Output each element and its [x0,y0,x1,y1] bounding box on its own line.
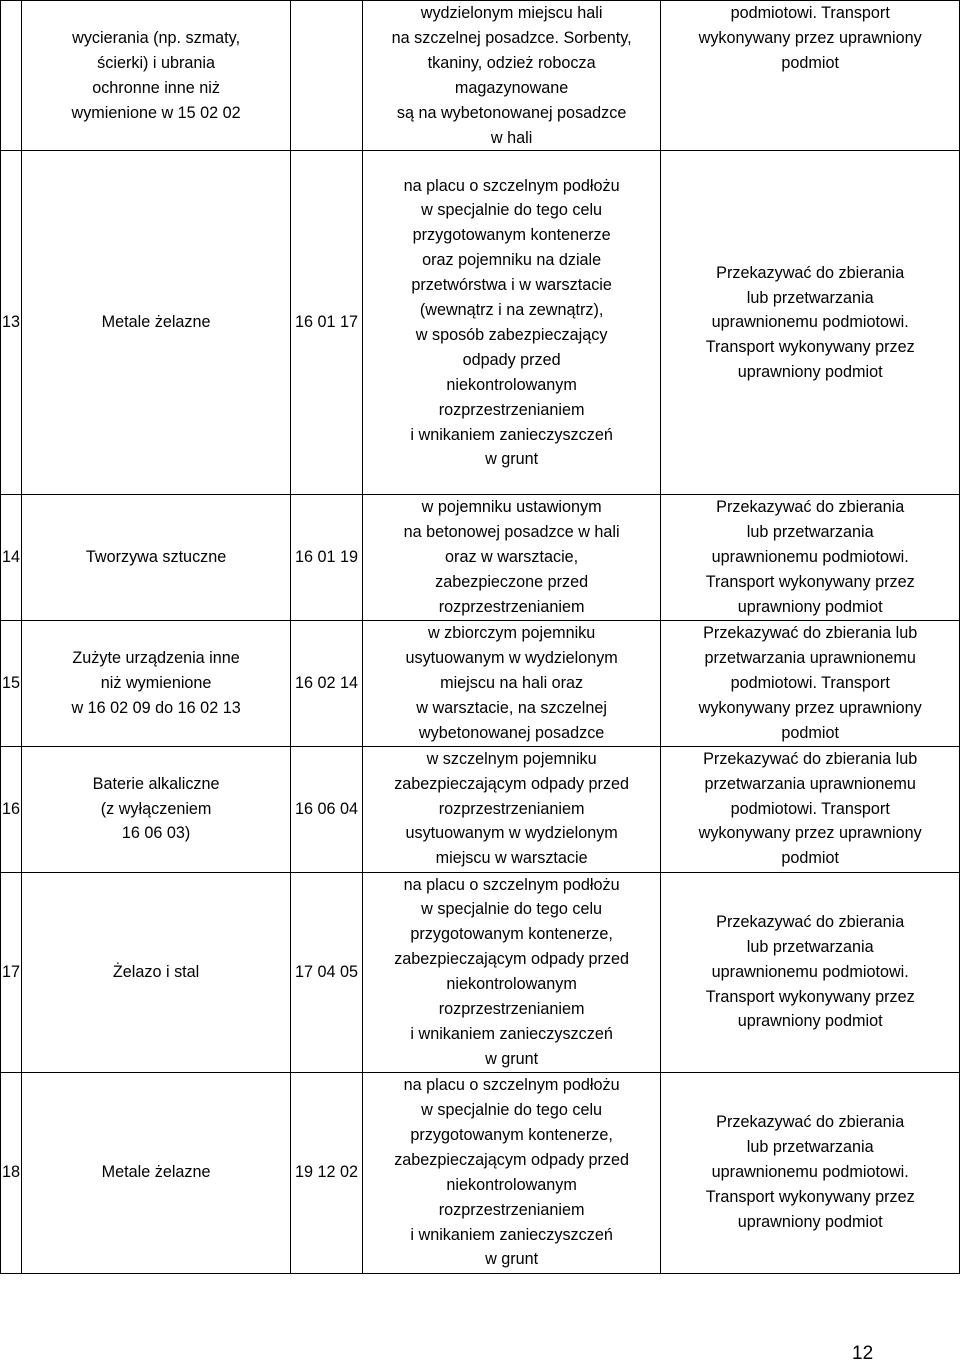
waste-code: 16 01 17 [291,151,363,495]
text-line: magazynowane [454,78,569,97]
text-line: w warsztacie, na szczelnej [416,698,607,717]
text-line: Tworzywa sztuczne [85,548,227,567]
text-line: rozprzestrzenianiem [438,598,585,617]
text-line: rozprzestrzenianiem [438,400,585,419]
text-line: zabezpieczającym odpady przed [394,1150,630,1169]
text-line: odpady przed [462,350,561,369]
waste-name [22,746,291,872]
handling-method [661,872,960,1072]
text-line: zabezpieczającym odpady przed [394,774,630,793]
text-line: i wnikaniem zanieczyszczeń [410,1024,613,1043]
text-line: przygotowanym kontenerze, [410,1125,613,1144]
text-line: podmiotowi. Transport [730,673,890,692]
text-line: zabezpieczającym odpady przed [394,950,630,969]
text-line: przetwarzania uprawnionemu [704,648,916,667]
text-line: wybetonowanej posadzce [418,723,605,742]
text-line: Transport wykonywany przez [705,987,915,1006]
text-line: podmiot [781,849,839,868]
text-line: w zbiorczym pojemniku [427,623,596,642]
row-number: 13 [1,151,22,495]
text-line: przygotowanym kontenerze, [410,925,613,944]
text-line: Metale żelazne [101,1163,211,1182]
text-line: Żelazo i stal [112,962,200,981]
table-row [1,151,960,495]
text-line: lub przetwarzania [746,523,874,542]
text-line: ochronne inne niż [92,78,220,97]
text-line: tkaniny, odzież robocza [427,53,596,72]
row-number: 15 [1,620,22,746]
handling-method [661,746,960,872]
storage-method [362,151,661,495]
text-line: niekontrolowanym [446,375,577,394]
table-row [1,495,960,621]
text-line: w hali [490,128,533,147]
waste-code [291,1,363,151]
text-line: uprawniony podmiot [737,1213,883,1232]
text-line: uprawnionemu podmiotowi. [711,1163,909,1182]
text-line: podmiotowi. Transport [730,4,890,22]
text-line: wycierania (np. szmaty, [72,28,241,47]
text-line: Transport wykonywany przez [705,338,915,357]
waste-code: 16 01 19 [291,495,363,621]
text-line: na szczelnej posadzce. Sorbenty, [391,28,632,47]
row-number: 17 [1,872,22,1072]
text-line: miejscu na hali oraz [440,673,584,692]
storage-method [362,1,661,151]
handling-method [661,495,960,621]
waste-code: 17 04 05 [291,872,363,1072]
text-line: ścierki) i ubrania [97,53,216,72]
text-line: na placu o szczelnym podłożu [403,176,620,195]
text-line: rozprzestrzenianiem [438,1000,585,1019]
text-line: Zużyte urządzenia inne [72,648,240,667]
waste-name [22,872,291,1072]
handling-method [661,1,960,151]
text-line: niż wymienione [100,673,212,692]
text-line: wydzielonym miejscu hali [420,4,603,22]
waste-table-body [1,1,960,1274]
storage-method [362,1072,661,1273]
text-line: 16 06 03) [121,824,191,843]
text-line: uprawnionemu podmiotowi. [711,548,909,567]
waste-name [22,1072,291,1273]
text-line: w grunt [485,1049,539,1068]
handling-method [661,151,960,495]
text-line: rozprzestrzenianiem [438,1200,585,1219]
text-line: w specjalnie do tego celu [421,201,603,220]
page-number: 12 [852,1343,874,1364]
text-line: usytuowanym w wydzielonym [405,648,618,667]
text-line: w szczelnym pojemniku [426,749,597,768]
storage-method [362,495,661,621]
text-line: lub przetwarzania [746,288,874,307]
handling-method [661,1072,960,1273]
text-line: w sposób zabezpieczający [415,325,608,344]
text-line: Metale żelazne [101,313,211,332]
handling-method [661,620,960,746]
text-line: Transport wykonywany przez [705,573,915,592]
text-line: podmiotowi. Transport [730,799,890,818]
text-line: niekontrolowanym [446,1175,577,1194]
row-number: 18 [1,1072,22,1273]
table-row [1,1,960,151]
text-line: w grunt [485,1250,539,1269]
row-number [1,1,22,151]
text-line: niekontrolowanym [446,975,577,994]
text-line: wykonywany przez uprawniony [698,698,922,717]
text-line: zabezpieczone przed [435,573,589,592]
text-line: na betonowej posadzce w hali [403,523,620,542]
text-line: Przekazywać do zbierania lub [703,749,918,768]
text-line: Przekazywać do zbierania [716,263,905,282]
text-line: wykonywany przez uprawniony [698,28,922,47]
text-line: Baterie alkaliczne [92,774,220,793]
waste-name [22,1,291,151]
text-line: uprawniony podmiot [737,598,883,617]
text-line: przetwarzania uprawnionemu [704,774,916,793]
text-line: lub przetwarzania [746,1138,874,1157]
text-line: lub przetwarzania [746,937,874,956]
table-row [1,620,960,746]
text-line: rozprzestrzenianiem [438,799,585,818]
storage-method [362,872,661,1072]
text-line: Przekazywać do zbierania [716,912,905,931]
text-line: Przekazywać do zbierania lub [703,623,918,642]
table-row [1,1072,960,1273]
table-row [1,872,960,1072]
text-line: Transport wykonywany przez [705,1188,915,1207]
waste-code: 16 06 04 [291,746,363,872]
text-line: przetwórstwa i w warsztacie [411,276,612,295]
text-line: (wewnątrz i na zewnątrz), [419,301,604,320]
waste-name [22,620,291,746]
storage-method [362,620,661,746]
text-line: przygotowanym kontenerze [412,226,611,245]
text-line: na placu o szczelnym podłożu [403,1076,620,1095]
text-line: w grunt [485,450,539,469]
text-line: uprawnionemu podmiotowi. [711,313,909,332]
text-line: oraz w warsztacie, [445,548,579,567]
text-line: uprawniony podmiot [737,1012,883,1031]
text-line: uprawniony podmiot [737,363,883,382]
text-line: uprawnionemu podmiotowi. [711,962,909,981]
text-line: podmiot [781,53,839,72]
text-line: i wnikaniem zanieczyszczeń [410,425,613,444]
row-number: 16 [1,746,22,872]
text-line: usytuowanym w wydzielonym [405,824,618,843]
table-row [1,746,960,872]
text-line: i wnikaniem zanieczyszczeń [410,1225,613,1244]
text-line: wymienione w 15 02 02 [71,103,241,122]
text-line: podmiot [781,723,839,742]
text-line: miejscu w warsztacie [435,849,588,868]
waste-code: 19 12 02 [291,1072,363,1273]
text-line: Przekazywać do zbierania [716,1113,905,1132]
text-line: oraz pojemniku na dziale [422,251,602,270]
text-line: na placu o szczelnym podłożu [403,875,620,894]
waste-name [22,151,291,495]
text-line: (z wyłączeniem [100,799,212,818]
text-line: wykonywany przez uprawniony [698,824,922,843]
text-line: w specjalnie do tego celu [421,1101,603,1120]
text-line: Przekazywać do zbierania [716,498,905,517]
row-number: 14 [1,495,22,621]
text-line: w 16 02 09 do 16 02 13 [71,698,241,717]
text-line: są na wybetonowanej posadzce [396,103,627,122]
storage-method [362,746,661,872]
waste-code: 16 02 14 [291,620,363,746]
waste-name [22,495,291,621]
text-line: w specjalnie do tego celu [421,900,603,919]
text-line: w pojemniku ustawionym [421,498,602,517]
